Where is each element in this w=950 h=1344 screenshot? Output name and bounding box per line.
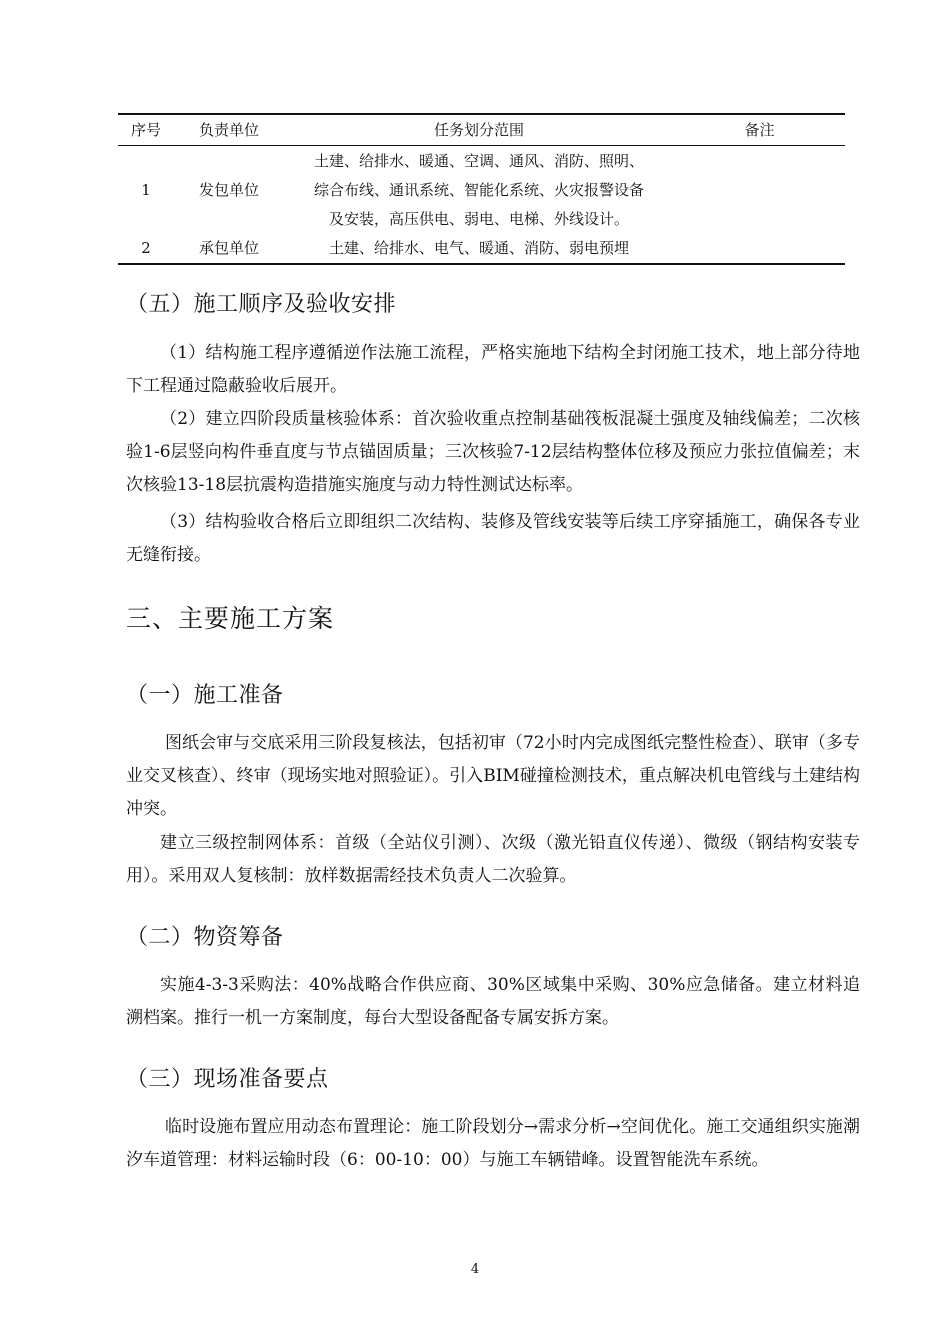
- page-number: 4: [470, 1262, 480, 1277]
- chapter-title: 三、主要施工方案: [126, 604, 335, 633]
- section-title: （三）现场准备要点: [126, 1067, 329, 1092]
- section-title: （二）物资筹备: [126, 925, 284, 950]
- section-title: （一）施工准备: [126, 683, 284, 708]
- header-unit: 负责单位: [198, 120, 259, 139]
- header-scope: 任务划分范围: [433, 120, 524, 139]
- scope-line: 土建、给排水、电气、暖通、消防、弱电预埋: [328, 239, 629, 257]
- paragraph: 临时设施布置应用动态布置理论：施工阶段划分→需求分析→空间优化。施工交通组织实施潮汐车道管理：材料运输时段（6：00-10：00）与施工车辆错峰。设置智能洗车系统。: [126, 1117, 860, 1170]
- scope-line: 综合布线、通讯系统、智能化系统、火灾报警设备: [313, 181, 644, 199]
- row-note: [674, 234, 845, 264]
- header-note: 备注: [744, 120, 775, 139]
- row-unit: 发包单位: [198, 181, 259, 199]
- table-row: [118, 234, 845, 264]
- table-row: [118, 146, 845, 235]
- row-scope: [284, 234, 674, 264]
- task-division-table: [118, 113, 845, 265]
- paragraph: 建立三级控制网体系：首级（全站仪引测）、次级（激光铅直仪传递）、微级（钢结构安装专用）。采用双人复核制：放样数据需经技术负责人二次验算。: [126, 833, 860, 886]
- paragraph: 实施4-3-3采购法：40%战略合作供应商、30%区域集中采购、30%应急储备。建立材料追溯档案。推行一机一方案制度，每台大型设备配备专属安拆方案。: [126, 975, 860, 1028]
- header-no: 序号: [130, 120, 161, 139]
- row-scope: [284, 146, 674, 235]
- scope-line: 及安装，高压供电、弱电、电梯、外线设计。: [328, 210, 629, 228]
- row-no: 2: [141, 239, 151, 257]
- row-note: [674, 146, 845, 235]
- paragraph: 图纸会审与交底采用三阶段复核法，包括初审（72小时内完成图纸完整性检查）、联审（多专业交叉核查）、终审（现场实地对照验证）。引入BIM碰撞检测技术，重点解决机电管线与土建结构冲突。: [126, 733, 860, 819]
- row-unit: 承包单位: [198, 239, 259, 257]
- paragraph: （2）建立四阶段质量核验体系：首次验收重点控制基础筏板混凝土强度及轴线偏差；二次核验1-6层竖向构件垂直度与节点锚固质量；三次核验7-12层结构整体位移及预应力张拉值偏差；末次核验13-18层抗震构造措施实施度与动力特性测试达标率。: [126, 409, 860, 495]
- section-title: （五）施工顺序及验收安排: [126, 292, 397, 317]
- table-header-row: [118, 114, 845, 146]
- row-no: 1: [141, 181, 151, 199]
- paragraph: （3）结构验收合格后立即组织二次结构、装修及管线安装等后续工序穿插施工，确保各专业无缝衔接。: [126, 512, 860, 565]
- paragraph: （1）结构施工程序遵循逆作法施工流程，严格实施地下结构全封闭施工技术，地上部分待地下工程通过隐蔽验收后展开。: [126, 343, 860, 396]
- scope-line: 土建、给排水、暖通、空调、通风、消防、照明、: [313, 152, 644, 170]
